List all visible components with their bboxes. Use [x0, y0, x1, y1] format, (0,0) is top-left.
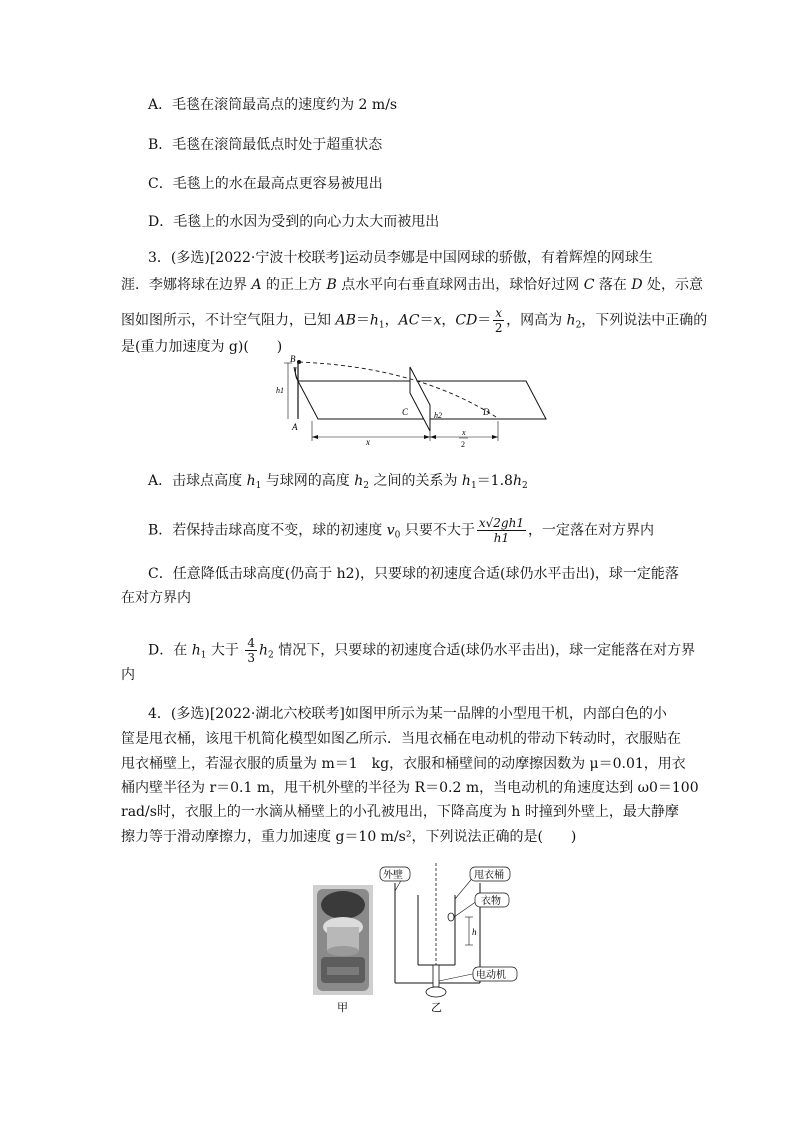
label-h: h: [472, 927, 477, 937]
fraction-velocity-bound: $\frac{x√2gh1}{h1}$: [478, 516, 524, 545]
fraction-x-over-2: $\frac{x}{2}$: [494, 306, 503, 335]
q3-option-c-line-1: C．任意降低击球高度(仍高于 h2)，只要球的初速度合适(球仍水平击出)，球一定能落: [148, 566, 679, 582]
player-figure: [294, 367, 298, 381]
label-c: C: [402, 407, 409, 417]
ball-trajectory: [299, 362, 496, 417]
q3-option-a: A．击球点高度 $h_1$ 与球网的高度 $h_2$ 之间的关系为 $h_1=1.8h_2$: [148, 473, 528, 491]
q3-option-d-line-2: 内: [121, 667, 135, 683]
spin-dryer-model: [380, 863, 517, 997]
label-x-half-den: 2: [461, 440, 465, 449]
q2-option-a: A．毛毯在滚筒最高点的速度约为 2 m/s: [148, 97, 398, 113]
label-x-half-num: x: [462, 428, 466, 437]
label-clothes: 衣物: [481, 896, 501, 907]
q2-option-b: B．毛毯在滚筒最低点时处于超重状态: [148, 137, 383, 153]
clothes: [448, 913, 454, 921]
q3-option-d-line-1: D．在 $h_1$ 大于 $\frac{4}{3}$ $h_2$ 情况下，只要球的初速度合适(球仍水平击出)，球一定能落在对方界: [148, 636, 696, 665]
q2-option-c: C．毛毯上的水在最高点更容易被甩出: [148, 176, 383, 192]
tennis-court-diagram: [268, 355, 558, 455]
label-motor: 电动机: [476, 970, 506, 981]
net: [410, 367, 430, 431]
q3-stem-line-2: 涯．李娜将球在边界 A 的正上方 B 点水平向右垂直球网击出，球恰好过网 C 落在 D 处，示意: [121, 277, 703, 293]
q3-option-c-line-2: 在对方界内: [121, 590, 191, 606]
label-tub: 甩衣桶: [474, 870, 504, 881]
label-x: x: [366, 437, 370, 447]
label-a: A: [292, 422, 298, 432]
q3-option-b: B．若保持击球高度不变，球的初速度 $v_0$ 只要不大于 $\frac{x√2gh1}{h1}$ ，一定落在对方界内: [148, 516, 654, 545]
shaft: [433, 965, 439, 987]
q3-stem-line-3: 图如图所示，不计空气阻力，已知 $AB=h_1$，AC＝x，CD＝ $\frac{x}{2}$ ，网高为 $h_2$，下列说法中正确的: [121, 306, 708, 335]
label-d: D: [483, 407, 490, 417]
q4-stem-line-1: 4．(多选)[2022·湖北六校联考]如图甲所示为某一品牌的小型甩干机，内部白色的小: [148, 706, 667, 722]
label-outer-wall: 外壁: [383, 870, 403, 881]
motor: [426, 987, 446, 997]
caption-yi: 乙: [431, 1002, 442, 1014]
label-h1: h1: [276, 386, 284, 395]
label-b: B: [290, 355, 296, 364]
fraction-four-thirds: $\frac{4}{3}$: [247, 636, 255, 665]
q4-stem-line-3: 甩衣桶壁上，若湿衣服的质量为 m＝1 kg，衣服和桶壁间的动摩擦因数为 μ＝0.01，用衣: [121, 756, 686, 772]
spin-dryer-figure: [305, 855, 520, 1015]
q2-option-d: D．毛毯上的水因为受到的向心力太大而被甩出: [148, 214, 440, 230]
label-h2: h2: [434, 411, 442, 420]
spin-dryer-photo: [313, 885, 373, 995]
q4-stem-line-4: 桶内壁半径为 r＝0.1 m，甩干机外壁的半径为 R＝0.2 m，当电动机的角速度达到 ω0＝100: [121, 780, 699, 796]
q4-stem-line-5: rad/s时，衣服上的一水滴从桶壁上的小孔被甩出，下降高度为 h 时撞到外壁上，最大静摩: [121, 804, 679, 820]
q3-stem-line-4: 是(重力加速度为 g)( ): [121, 339, 283, 355]
caption-jia: 甲: [337, 1002, 348, 1014]
q3-stem-line-1: 3．(多选)[2022·宁波十校联考]运动员李娜是中国网球的骄傲，有着辉煌的网球生: [148, 250, 653, 266]
q4-stem-line-2: 筐是甩衣桶，该甩干机简化模型如图乙所示．当甩衣桶在电动机的带动下转动时，衣服贴在: [121, 731, 681, 747]
q4-stem-line-6: 擦力等于滑动摩擦力，重力加速度 g＝10 m/s²，下列说法正确的是( ): [121, 829, 577, 845]
